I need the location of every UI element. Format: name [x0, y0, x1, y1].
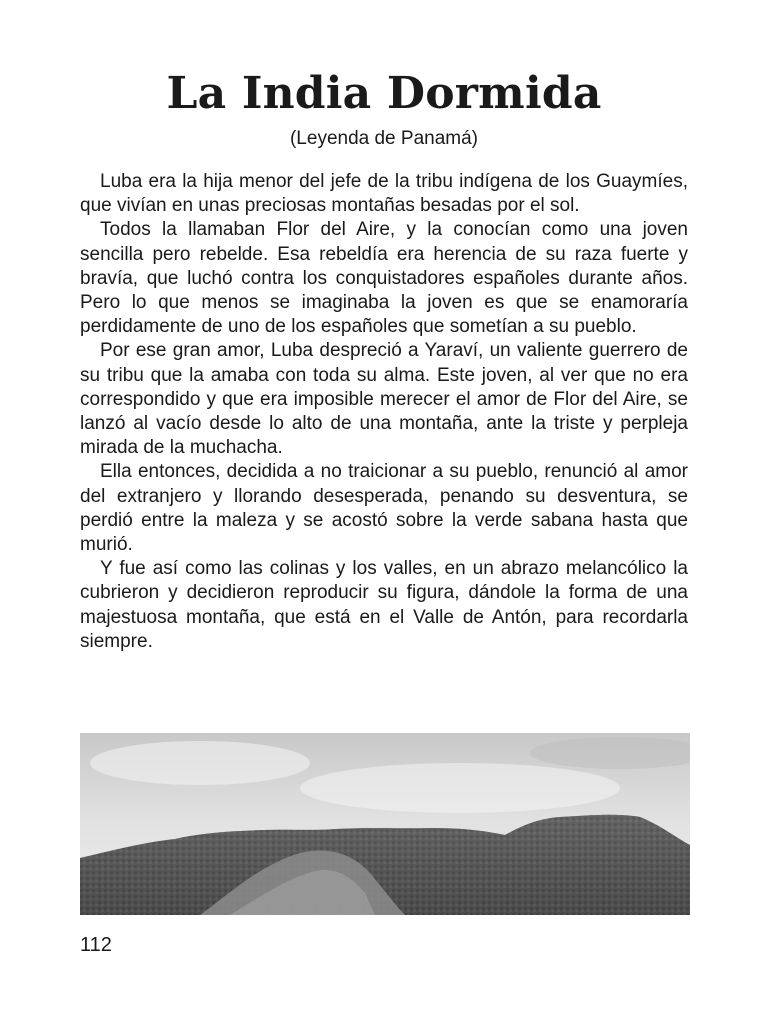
paragraph: Por ese gran amor, Luba despreció a Yaraví, un valiente guerrero de su tribu que la amaba con toda su alma. Este joven, al ver que no era correspondido y que era imposible merecer el amor de Flor del Aire, se lanzó al vacío desde lo alto de una montaña, ante la triste y perpleja mirada de la muchacha. [80, 340, 688, 459]
mountain-photo-illustration [80, 733, 690, 915]
page-number: 112 [80, 934, 112, 956]
paragraph: Todos la llamaban Flor del Aire, y la conocían como una joven sencilla pero rebelde. Esa rebeldía era herencia de su raza fuerte y bravía, que luchó contra los conquistadores españoles durante años. Pero lo que menos se imaginaba la joven es que se enamoraría perdidamente de uno de los españoles que sometían a su pueblo. [80, 219, 688, 338]
mountain-photo [80, 733, 690, 915]
page-title: La India Dormida [166, 68, 602, 119]
paragraph: Y fue así como las colinas y los valles, en un abrazo melancólico la cubrieron y decidieron reproducir su figura, dándole la forma de una majestuosa montaña, que está en el Valle de Antón, para recordarla siempre. [80, 558, 688, 652]
page-subtitle: (Leyenda de Panamá) [289, 128, 478, 149]
paragraph: Luba era la hija menor del jefe de la tribu indígena de los Guaymíes, que vivían en unas preciosas montañas besadas por el sol. [80, 171, 688, 217]
paragraph: Ella entonces, decidida a no traicionar a su pueblo, renunció al amor del extranjero y llorando desesperada, penando su desventura, se perdió entre la maleza y se acostó sobre la verde sabana hasta que murió. [80, 461, 688, 556]
story-text [80, 170, 688, 654]
